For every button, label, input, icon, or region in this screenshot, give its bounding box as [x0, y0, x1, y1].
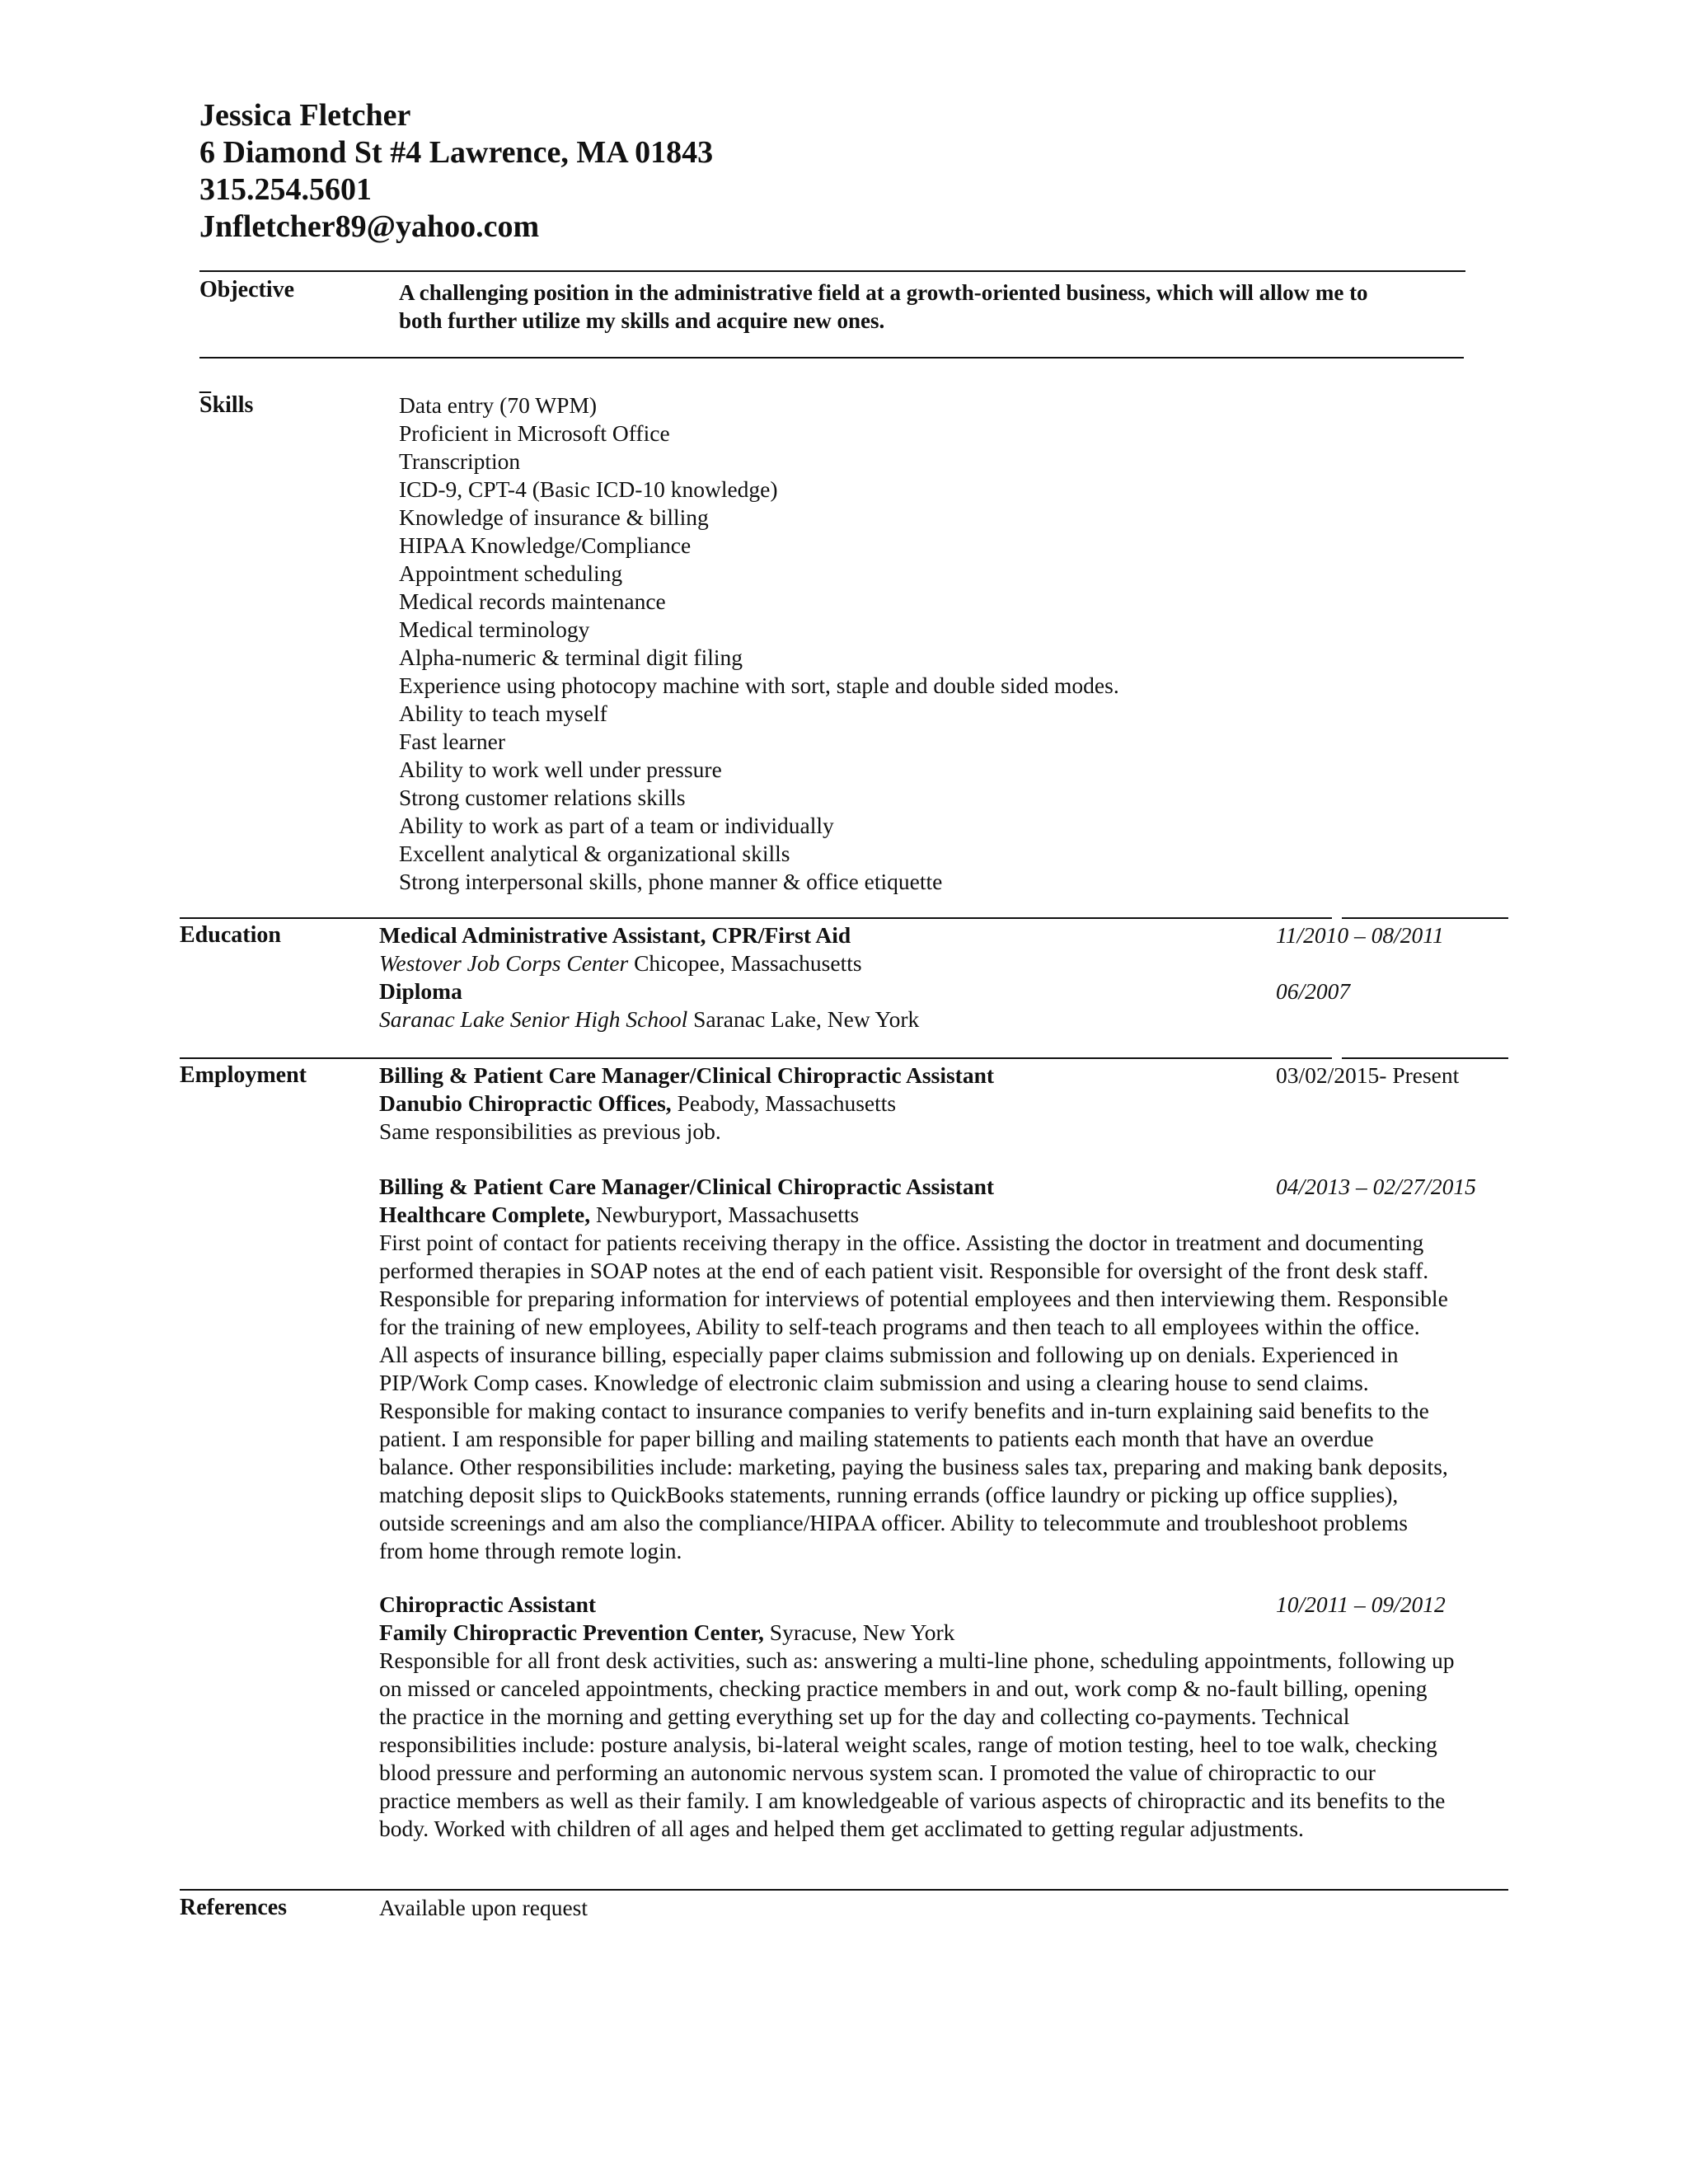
references-divider [180, 1889, 1508, 1891]
job-description-line: Responsible for all front desk activities, such as: answering a multi-line phone, scheduling appointments, following up [379, 1647, 1455, 1673]
job-description-line: body. Worked with children of all ages and helped them get acclimated to getting regular adjustments. [379, 1816, 1304, 1841]
job-description-line: performed therapies in SOAP notes at the end of each patient visit. Responsible for oversight of the front desk staff. [379, 1258, 1429, 1283]
skills-list [399, 391, 1119, 896]
job-location: Syracuse, New York [763, 1619, 955, 1645]
skill-item: Strong interpersonal skills, phone manner & office etiquette [399, 869, 943, 894]
candidate-email: Jnfletcher89@yahoo.com [199, 209, 540, 244]
job-company: Healthcare Complete, [379, 1202, 591, 1227]
education-location: Chicopee, Massachusetts [628, 950, 862, 976]
skill-item: Appointment scheduling [399, 560, 623, 586]
skill-item: Strong customer relations skills [399, 785, 686, 810]
job-title: Billing & Patient Care Manager/Clinical Chiropractic Assistant [379, 1174, 995, 1199]
job-description-line: from home through remote login. [379, 1538, 682, 1563]
job-description-line: blood pressure and performing an autonomic nervous system scan. I promoted the value of chiropractic to our [379, 1760, 1376, 1785]
job-date: 04/2013 – 02/27/2015 [1276, 1174, 1476, 1199]
objective-label: Objective [199, 277, 295, 302]
job-company: Family Chiropractic Prevention Center, [379, 1619, 764, 1645]
objective-line: both further utilize my skills and acquire new ones. [399, 308, 885, 333]
job-description-line: for the training of new employees, Ability to self-teach programs and then teach to all employees within the office. [379, 1314, 1420, 1339]
header-divider [199, 270, 1465, 272]
references-label: References [180, 1895, 288, 1920]
candidate-phone: 315.254.5601 [199, 172, 372, 207]
skill-item: Alpha-numeric & terminal digit filing [399, 644, 743, 670]
job-entry [379, 1591, 1517, 1843]
skill-item: Ability to teach myself [399, 701, 607, 726]
job-description-line: patient. I am responsible for paper billing and mailing statements to patients each month that have an overdue [379, 1426, 1374, 1451]
education-school: Saranac Lake Senior High School [379, 1006, 688, 1032]
job-description-line: outside screenings and am also the compliance/HIPAA officer. Ability to telecommute and troubleshoot problems [379, 1510, 1408, 1535]
job-description-line: First point of contact for patients receiving therapy in the office. Assisting the doctor in treatment and documenting [379, 1230, 1424, 1255]
skill-item: ICD-9, CPT-4 (Basic ICD-10 knowledge) [399, 476, 778, 502]
employment-divider [180, 1057, 1332, 1059]
job-description-line: responsibilities include: posture analysis, bi-lateral weight scales, range of motion testing, heel to toe walk, checking [379, 1732, 1437, 1757]
skill-item: Ability to work as part of a team or individually [399, 813, 834, 838]
job-entry [379, 1173, 1517, 1565]
education-title: Diploma [379, 978, 462, 1004]
skills-dash: _ [199, 370, 211, 396]
job-company-line [379, 1201, 1517, 1229]
job-description-line: Responsible for preparing information for interviews of potential employees and then interviewing them. Responsible [379, 1286, 1448, 1311]
job-description-line: Same responsibilities as previous job. [379, 1118, 721, 1144]
job-company: Danubio Chiropractic Offices, [379, 1090, 672, 1116]
job-description-line: matching deposit slips to QuickBooks statements, running errands (office laundry or picking up office supplies), [379, 1482, 1399, 1507]
education-school: Westover Job Corps Center [379, 950, 629, 976]
job-title: Billing & Patient Care Manager/Clinical Chiropractic Assistant [379, 1062, 995, 1088]
contact-header [199, 97, 713, 246]
employment-label: Employment [180, 1062, 307, 1088]
skill-item: Data entry (70 WPM) [399, 392, 598, 418]
job-description [379, 1118, 1517, 1146]
objective-text [399, 279, 1487, 335]
job-company-line [379, 1090, 1517, 1118]
skill-item: Experience using photocopy machine with sort, staple and double sided modes. [399, 673, 1119, 698]
skills-label: Skills [199, 392, 254, 418]
references-text: Available upon request [379, 1895, 588, 1920]
skill-item: Excellent analytical & organizational skills [399, 841, 790, 866]
candidate-address: 6 Diamond St #4 Lawrence, MA 01843 [199, 135, 714, 170]
skill-item: Knowledge of insurance & billing [399, 504, 709, 530]
skill-item: Ability to work well under pressure [399, 757, 722, 782]
education-divider-date [1342, 917, 1508, 919]
education-label: Education [180, 922, 281, 948]
education-title: Medical Administrative Assistant, CPR/First Aid [379, 922, 851, 948]
job-description-line: on missed or canceled appointments, checking practice members in and out, work comp & no-fault billing, opening [379, 1675, 1428, 1701]
skill-item: Medical records maintenance [399, 588, 666, 614]
education-date: 11/2010 – 08/2011 [1276, 922, 1444, 948]
education-divider [180, 917, 1332, 919]
education-location: Saranac Lake, New York [687, 1006, 920, 1032]
job-description-line: PIP/Work Comp cases. Knowledge of electronic claim submission and using a clearing house to send claims. [379, 1370, 1369, 1395]
job-description-line: Responsible for making contact to insurance companies to verify benefits and in-turn explaining said benefits to the [379, 1398, 1429, 1423]
skill-item: Transcription [399, 448, 521, 474]
objective-divider [199, 357, 1464, 359]
education-school-line [379, 949, 1517, 977]
job-description-line: balance. Other responsibilities include: marketing, paying the business sales tax, preparing and making bank deposits, [379, 1454, 1448, 1479]
objective-line: A challenging position in the administrative field at a growth-oriented business, which will allow me to [399, 280, 1368, 305]
skill-item: HIPAA Knowledge/Compliance [399, 532, 692, 558]
job-description-line: All aspects of insurance billing, especially paper claims submission and following up on denials. Experienced in [379, 1342, 1399, 1367]
job-location: Newburyport, Massachusetts [590, 1202, 860, 1227]
candidate-name: Jessica Fletcher [199, 98, 411, 133]
job-date: 03/02/2015- Present [1276, 1062, 1460, 1088]
job-date: 10/2011 – 09/2012 [1276, 1591, 1446, 1617]
skill-item: Proficient in Microsoft Office [399, 420, 670, 446]
job-company-line [379, 1619, 1517, 1647]
job-description-line: practice members as well as their family. I am knowledgeable of various aspects of chiropractic and its benefits to the [379, 1788, 1446, 1813]
education-school-line [379, 1005, 1517, 1033]
job-title: Chiropractic Assistant [379, 1591, 597, 1617]
job-description [379, 1229, 1517, 1565]
skill-item: Medical terminology [399, 616, 590, 642]
job-description-line: the practice in the morning and getting everything set up for the day and collecting co-payments. Technical [379, 1704, 1350, 1729]
job-description [379, 1647, 1517, 1843]
skill-item: Fast learner [399, 729, 506, 754]
employment-divider-date [1342, 1057, 1508, 1059]
education-date: 06/2007 [1276, 978, 1351, 1004]
job-location: Peabody, Massachusetts [671, 1090, 897, 1116]
